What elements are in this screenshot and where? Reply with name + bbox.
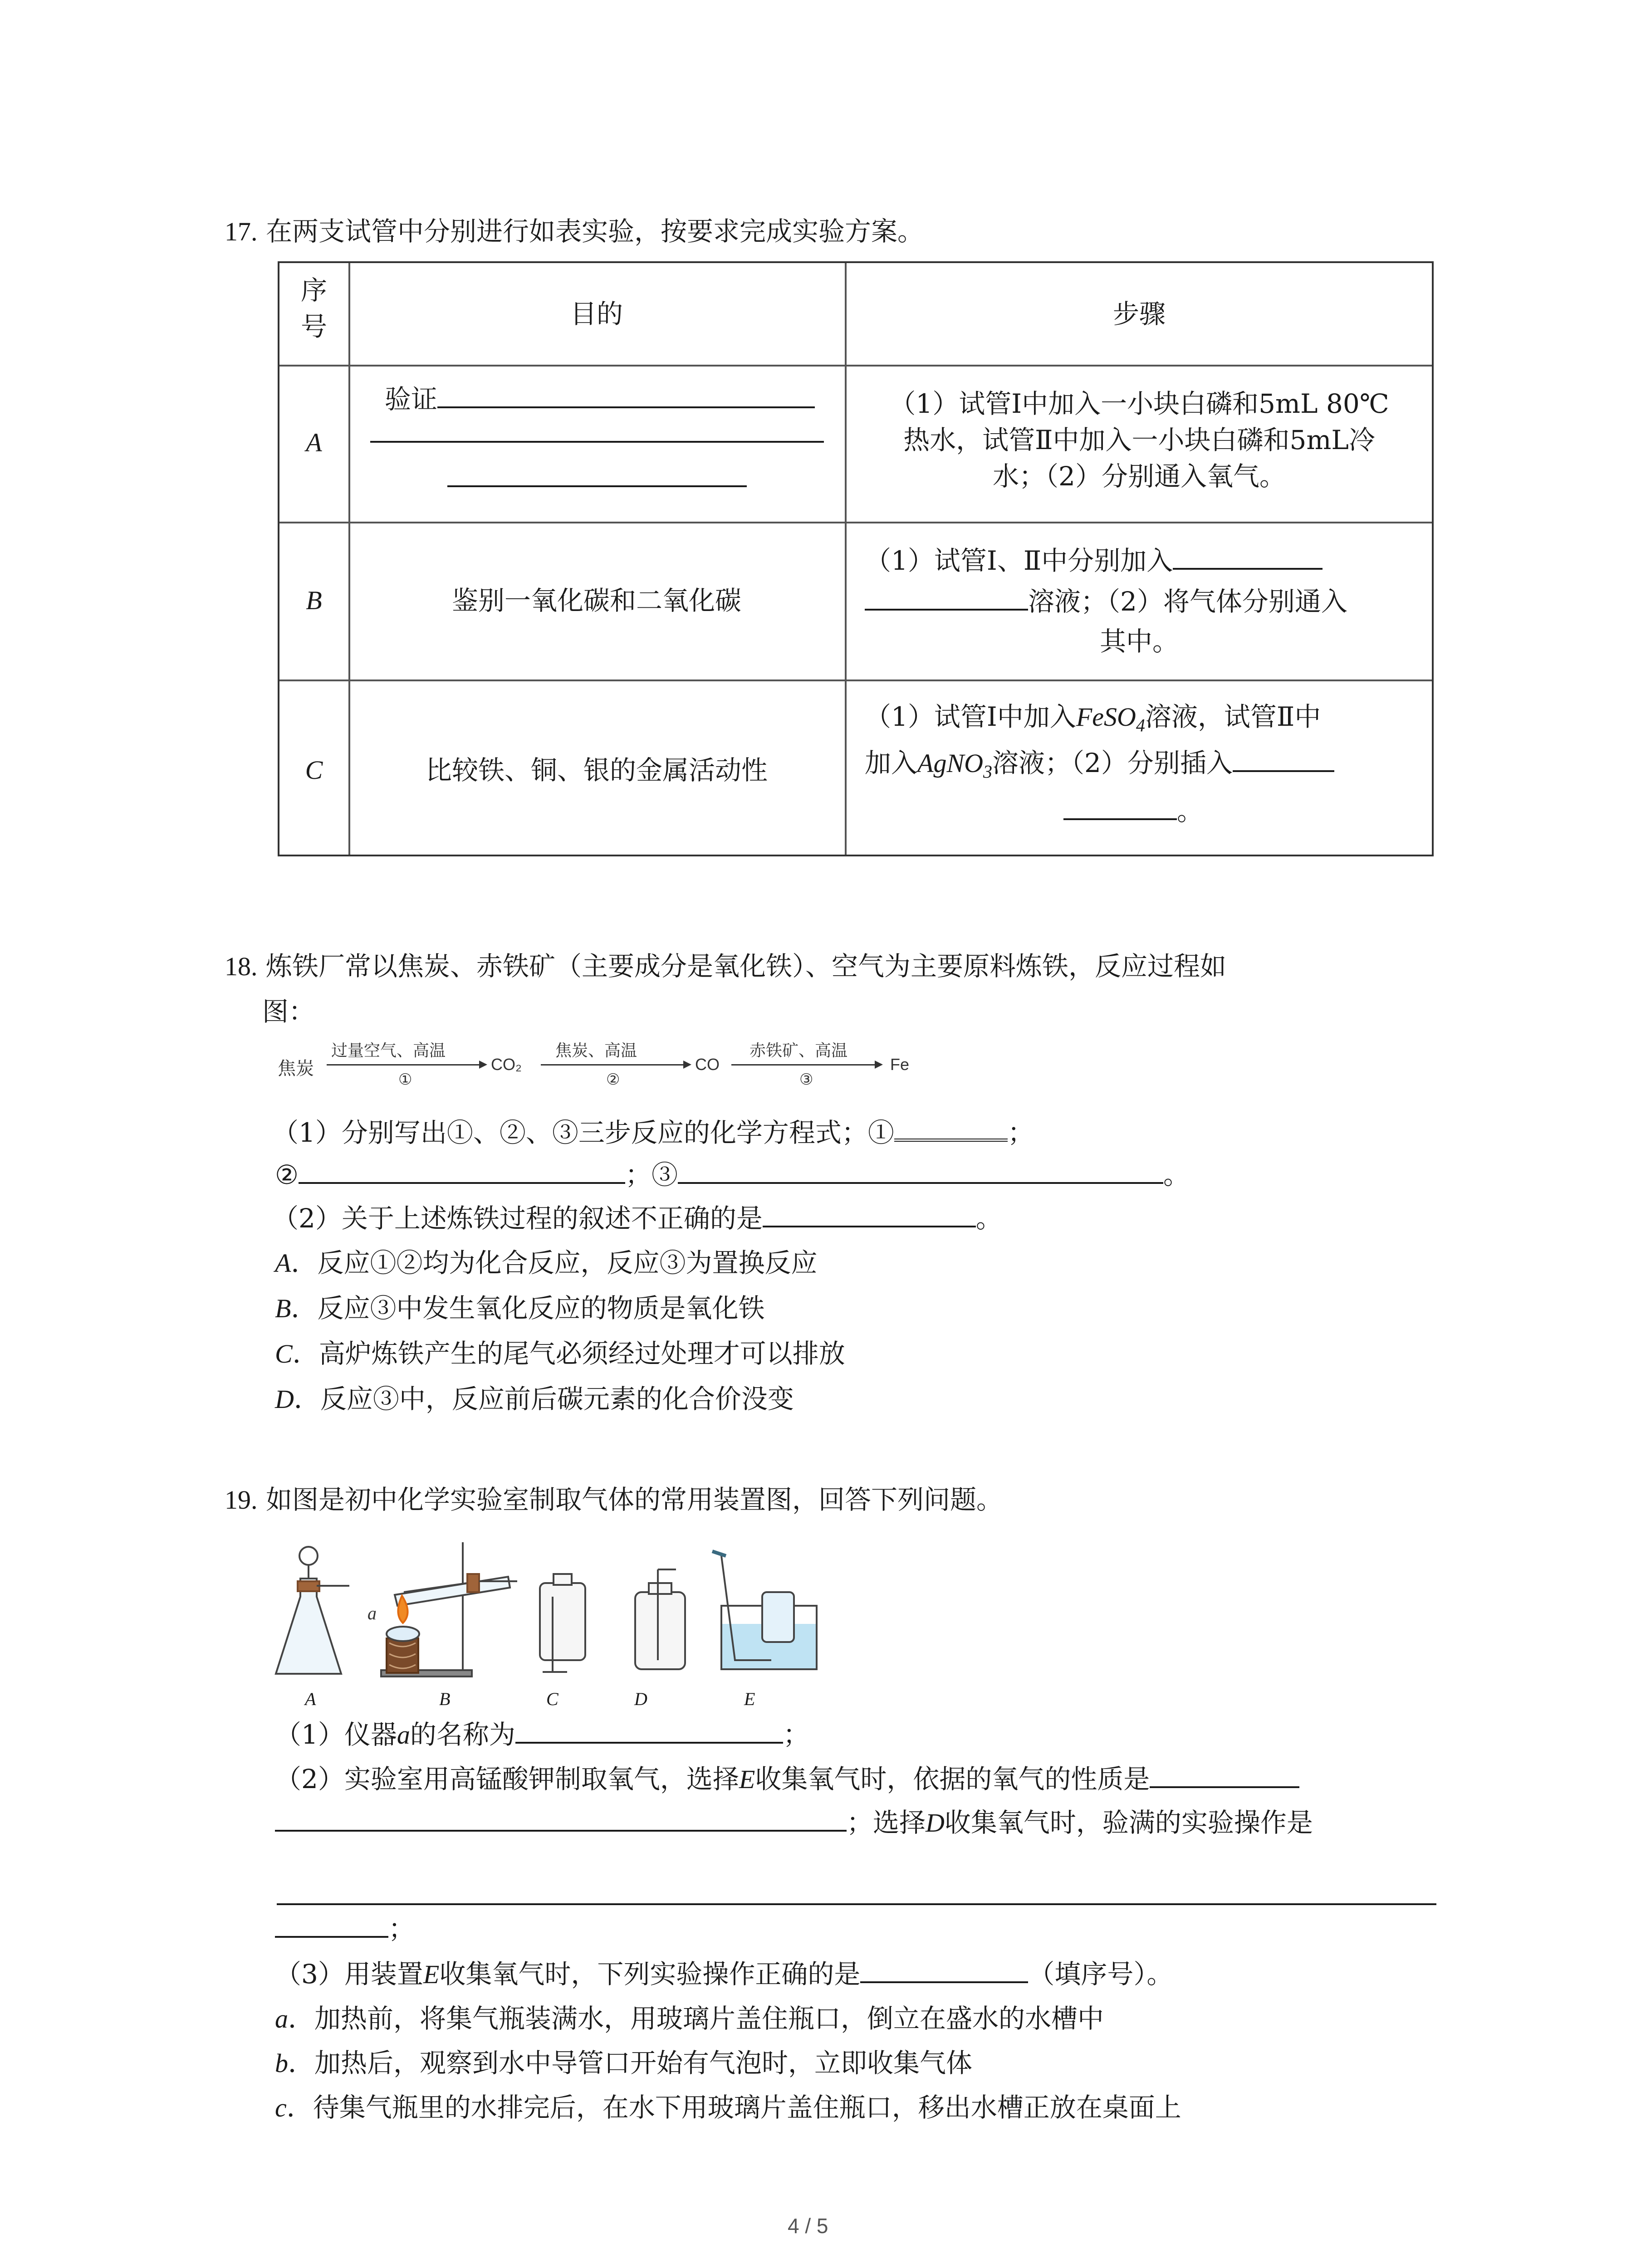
q19-p1-a-italic: a	[397, 1720, 410, 1750]
q18-p2-text: （2）关于上述炼铁过程的叙述不正确的是	[272, 1203, 763, 1234]
q18-option-b	[275, 1290, 764, 1327]
app-label-c: C	[546, 1689, 558, 1709]
q18-option-c-key: C	[275, 1339, 293, 1369]
row-c-steps-line3	[1063, 792, 1203, 829]
header-seq-line1: 序	[300, 275, 327, 306]
q18-option-d-text: ．反应③中，反应前后碳元素的化合价没变	[294, 1383, 794, 1414]
q19-p2-l2b: 收集氧气时，验满的实验操作是	[944, 1807, 1313, 1838]
q19-blank-choice[interactable]	[860, 1955, 1028, 1983]
q18-stem-line1	[225, 948, 1226, 985]
q18-blank-eq3[interactable]	[678, 1156, 1163, 1184]
label-a: a	[367, 1603, 377, 1623]
q18-option-b-text: ．反应③中发生氧化反应的物质是氧化铁	[291, 1293, 765, 1324]
q17-number: 17.	[225, 217, 258, 246]
app-label-b: B	[439, 1689, 451, 1709]
q17-stem-line	[225, 213, 924, 250]
q19-choice-a	[275, 2000, 1104, 2037]
q18-p1-l2b: ；③	[625, 1159, 678, 1190]
header-purpose: 目的	[570, 298, 623, 329]
q19-part2-line2	[275, 1804, 1313, 1841]
q19-p2-l2a: ；选择	[847, 1807, 926, 1838]
flow-p1: CO₂	[491, 1055, 522, 1074]
row-b-blank-1[interactable]	[1173, 542, 1323, 570]
agno3-formula: AgNO	[917, 748, 984, 778]
q18-option-a-key: A	[275, 1248, 291, 1278]
row-c-blank-2[interactable]	[1063, 792, 1177, 820]
feso4-sub: 4	[1136, 715, 1145, 736]
apparatus-c-bottle	[540, 1574, 585, 1672]
q19-p2-l1b: 收集氧气时，依据的氧气的性质是	[755, 1764, 1150, 1794]
feso4-formula: FeSO	[1076, 702, 1136, 732]
agno3-sub: 3	[983, 761, 993, 782]
app-label-a: A	[305, 1689, 316, 1709]
q19-p1-b: 的名称为	[410, 1719, 515, 1750]
q19-choice-b-text: ．加热后，观察到水中导管口开始有气泡时，立即收集气体	[288, 2048, 973, 2078]
flow-arrow1-head	[479, 1061, 487, 1069]
row-a-steps-line1: （1）试管Ⅰ中加入一小块白磷和5mL 80℃	[889, 388, 1389, 419]
row-b-steps-l2: 溶液；（2）将气体分别通入	[1028, 586, 1347, 617]
q18-option-c	[275, 1335, 845, 1372]
flow-arrow2-top: 焦炭、高温	[555, 1041, 637, 1060]
q18-blank-choice[interactable]	[763, 1199, 976, 1227]
row-c-l1b: 溶液，试管Ⅱ中	[1145, 701, 1321, 732]
apparatus-a-flask	[276, 1547, 349, 1674]
q19-choice-c-text: ．待集气瓶里的水排完后，在水下用玻璃片盖住瓶口，移出水槽正放在桌面上	[286, 2092, 1181, 2123]
q18-p1-l2end: 。	[1163, 1159, 1190, 1190]
q18-part1-line2	[275, 1156, 1190, 1193]
row-a-steps-line3: 水；（2）分别通入氧气。	[993, 461, 1286, 492]
header-steps: 步骤	[1112, 298, 1166, 329]
flow-p2: CO	[695, 1055, 720, 1074]
q19-number: 19.	[225, 1485, 258, 1515]
q19-blank-instrument[interactable]	[515, 1716, 783, 1744]
flow-arrow3-top: 赤铁矿、高温	[749, 1041, 848, 1060]
row-c-l2a: 加入	[865, 748, 918, 778]
row-b-steps-line1	[865, 542, 1323, 579]
q19-choice-a-key: a	[275, 2004, 288, 2033]
flow-arrow3-line	[731, 1064, 877, 1066]
flow-arrow3-head	[875, 1061, 883, 1069]
q18-option-d	[275, 1381, 794, 1418]
app-label-e: E	[744, 1689, 755, 1709]
row-b-steps-line3: 其中。	[1099, 626, 1179, 657]
row-c-purpose: 比较铁、铜、银的金属活动性	[425, 755, 768, 786]
q18-option-a-text: ．反应①②均为化合反应，反应③为置换反应	[291, 1247, 818, 1278]
q18-p2-end: 。	[975, 1203, 1002, 1234]
q19-p3-a: （3）用装置	[275, 1959, 423, 1989]
row-c-l2b: 溶液；（2）分别插入	[992, 748, 1233, 778]
row-a-blank-3[interactable]	[447, 485, 747, 487]
row-a-purpose	[385, 380, 815, 417]
row-b-steps-l1: （1）试管Ⅰ、Ⅱ中分别加入	[865, 545, 1173, 576]
q19-blank-property-2[interactable]	[275, 1804, 847, 1832]
page-number: 4 / 5	[788, 2214, 828, 2238]
flow-arrow1-top: 过量空气、高温	[331, 1041, 446, 1060]
q18-stem-l1: 炼铁厂常以焦炭、赤铁矿（主要成分是氧化铁）、空气为主要原料炼铁，反应过程如	[265, 951, 1226, 982]
q19-p3-b: 收集氧气时，下列实验操作正确的是	[439, 1959, 861, 1989]
row-a-blank-2[interactable]	[370, 441, 824, 443]
q19-choice-a-text: ．加热前，将集气瓶装满水，用玻璃片盖住瓶口，倒立在盛水的水槽中	[288, 2003, 1104, 2034]
flow-start: 焦炭	[278, 1059, 314, 1079]
q18-option-c-text: ．高炉炼铁产生的尾气必须经过处理才可以排放	[292, 1338, 845, 1369]
q19-choice-c-key: c	[275, 2093, 287, 2122]
row-b-label: B	[306, 586, 322, 615]
q19-p3-c: （填序号）。	[1028, 1959, 1173, 1989]
q19-stem-line	[225, 1481, 1003, 1518]
q18-blank-eq2[interactable]	[299, 1156, 625, 1184]
flow-arrow2-head	[683, 1061, 691, 1069]
q19-part2-line1	[275, 1760, 1299, 1798]
q19-p2-e: E	[739, 1765, 755, 1794]
row-b-blank-2[interactable]	[865, 582, 1028, 611]
q18-option-d-key: D	[275, 1384, 294, 1414]
q18-p1-text: （1）分别写出①、②、③三步反应的化学方程式；①	[272, 1117, 894, 1148]
q18-flow-diagram	[278, 1038, 922, 1097]
flow-p3: Fe	[890, 1055, 910, 1074]
q18-option-b-key: B	[275, 1294, 291, 1323]
q19-apparatus-figure	[272, 1538, 826, 1687]
flow-arrow3-bottom: ③	[799, 1071, 813, 1088]
apparatus-d-bottle	[635, 1569, 685, 1669]
row-a-steps-line2: 热水，试管Ⅱ中加入一小块白磷和5mL冷	[903, 425, 1375, 455]
q19-part3-line	[275, 1955, 1173, 1993]
apparatus-b-heating	[381, 1542, 517, 1677]
q19-p1-a: （1）仪器	[275, 1719, 397, 1750]
q19-blank-property-1[interactable]	[1150, 1760, 1299, 1788]
q17-table	[278, 261, 1434, 856]
flow-arrow1-line	[327, 1064, 481, 1066]
row-c-blank-1[interactable]	[1233, 744, 1334, 772]
row-b-steps-line2	[865, 582, 1347, 620]
q19-part1-line	[275, 1716, 809, 1753]
row-a-label: A	[306, 428, 322, 457]
q18-blank-eq1[interactable]	[894, 1112, 1008, 1142]
q18-number: 18.	[225, 952, 258, 981]
q18-p1-semi: ；	[1007, 1117, 1034, 1148]
q19-blank-operation-2[interactable]	[275, 1910, 388, 1938]
row-c-steps-line1	[865, 699, 1321, 744]
q18-option-a	[275, 1245, 817, 1281]
q18-part2-line	[272, 1199, 1002, 1237]
row-a-blank-1[interactable]	[437, 380, 815, 408]
q18-part1-line1	[272, 1112, 1034, 1151]
q18-stem-line2: 图：	[262, 996, 315, 1027]
row-a-purpose-text: 验证	[385, 384, 438, 415]
flow-arrow2-bottom: ②	[606, 1071, 620, 1088]
q19-part2-line4	[275, 1910, 415, 1947]
q18-p1-l2a: ②	[275, 1159, 299, 1190]
q19-p2-l4-end: ；	[388, 1913, 415, 1944]
q19-blank-operation-1[interactable]	[277, 1903, 1436, 1905]
flow-arrow1-bottom: ①	[398, 1071, 412, 1088]
q19-p2-l1a: （2）实验室用高锰酸钾制取氧气，选择	[275, 1764, 739, 1794]
row-a-steps	[845, 386, 1434, 494]
q19-choice-b-key: b	[275, 2048, 288, 2078]
row-c-label: C	[305, 755, 323, 785]
q17-stem: 在两支试管中分别进行如表实验，按要求完成实验方案。	[265, 216, 924, 247]
row-c-steps-line2	[865, 744, 1334, 790]
q19-stem: 如图是初中化学实验室制取气体的常用装置图，回答下列问题。	[265, 1484, 1003, 1515]
row-b-purpose: 鉴别一氧化碳和二氧化碳	[451, 585, 741, 616]
q19-choice-b	[275, 2045, 972, 2082]
q19-p2-d: D	[926, 1808, 945, 1838]
app-label-d: D	[634, 1689, 647, 1709]
q19-p3-e: E	[423, 1960, 440, 1989]
header-seq	[279, 272, 348, 345]
row-c-l1a: （1）试管Ⅰ中加入	[865, 701, 1076, 732]
flow-arrow2-line	[541, 1064, 685, 1066]
row-c-l3: 。	[1177, 796, 1204, 826]
q19-p1-end: ；	[783, 1719, 809, 1750]
apparatus-e-trough	[712, 1551, 817, 1669]
header-seq-line2: 号	[300, 311, 327, 342]
q19-choice-c	[275, 2089, 1181, 2126]
